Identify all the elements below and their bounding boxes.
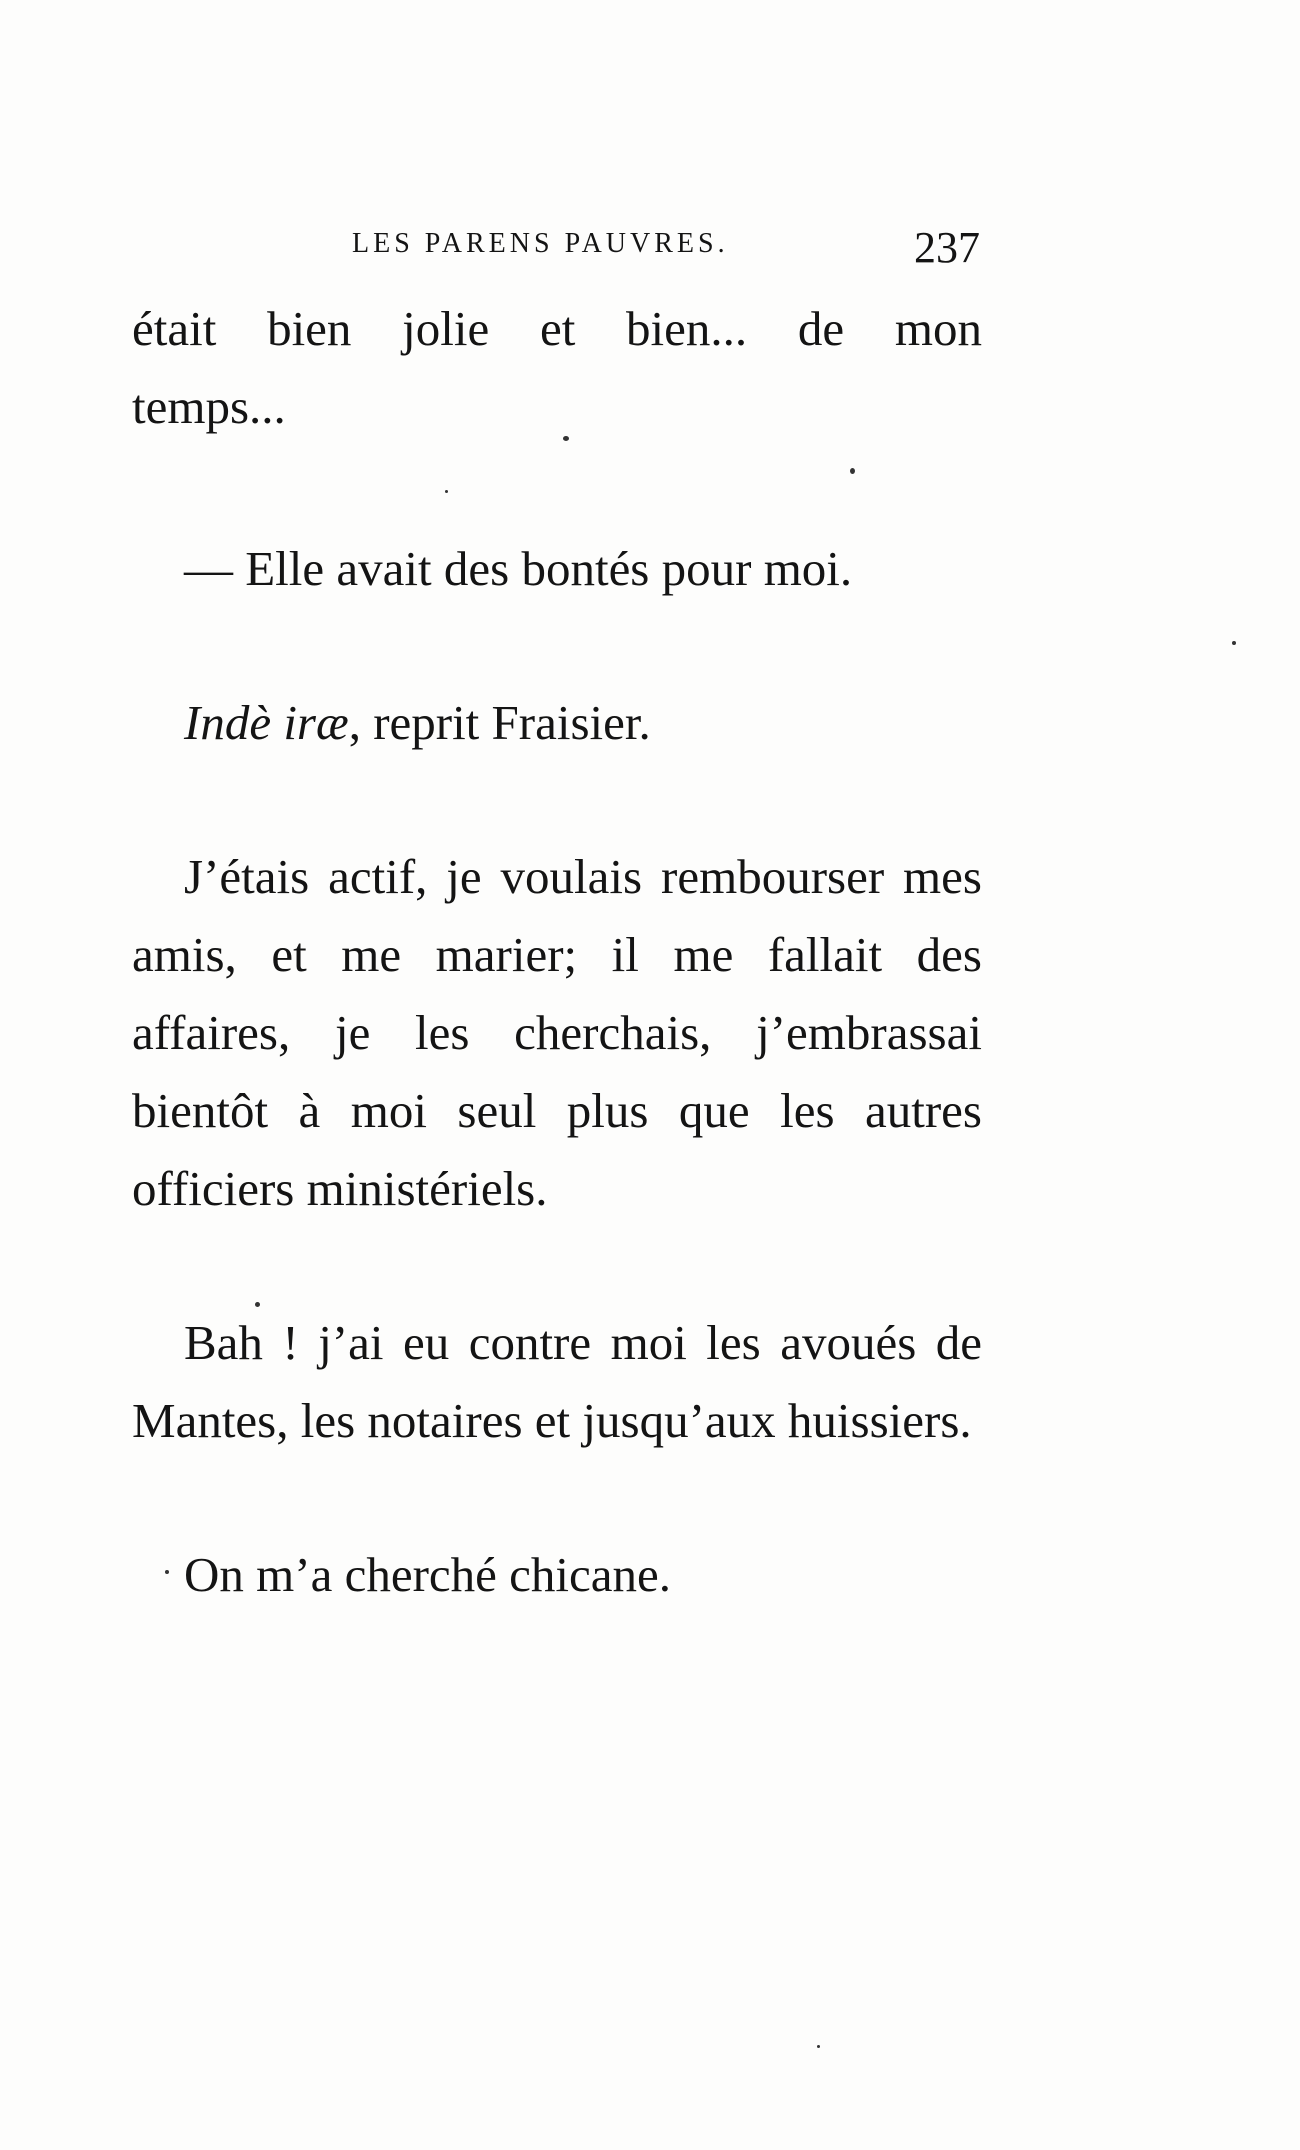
scan-speck: [165, 1570, 169, 1574]
paragraph-6: On m’a cherché chicane.: [184, 1547, 671, 1602]
paragraph-3-text: , reprit Fraisier.: [348, 695, 651, 750]
scan-speck: [817, 2045, 820, 2048]
scan-speck: [563, 436, 569, 441]
paragraph-1-line-2: temps...: [132, 379, 286, 434]
scan-speck: [1232, 641, 1236, 645]
scan-speck: [445, 490, 448, 493]
paragraph-4: J’étais actif, je voulais rembourser mes amis, et me marier; il me fallait des affaires, je les cherchais, j’embrassai bientôt à moi seul plus que les autres officiers ministériels.: [132, 849, 982, 1216]
page-header: [130, 223, 980, 288]
paragraph-1-line-1: était bien jolie et bien... de mon: [132, 301, 982, 356]
scan-speck: [255, 1302, 260, 1307]
latin-phrase: Indè iræ: [184, 695, 349, 750]
paragraph-2: — Elle avait des bontés pour moi.: [184, 541, 853, 596]
page-number: 237: [914, 223, 980, 272]
body-text: [132, 290, 982, 1614]
running-title: LES PARENS PAUVRES.: [352, 228, 729, 259]
paragraph-5: Bah ! j’ai eu contre moi les avoués de Mantes, les notaires et jusqu’aux huissiers.: [132, 1315, 982, 1448]
paragraph-3: [132, 684, 982, 762]
scan-speck: [850, 468, 855, 474]
